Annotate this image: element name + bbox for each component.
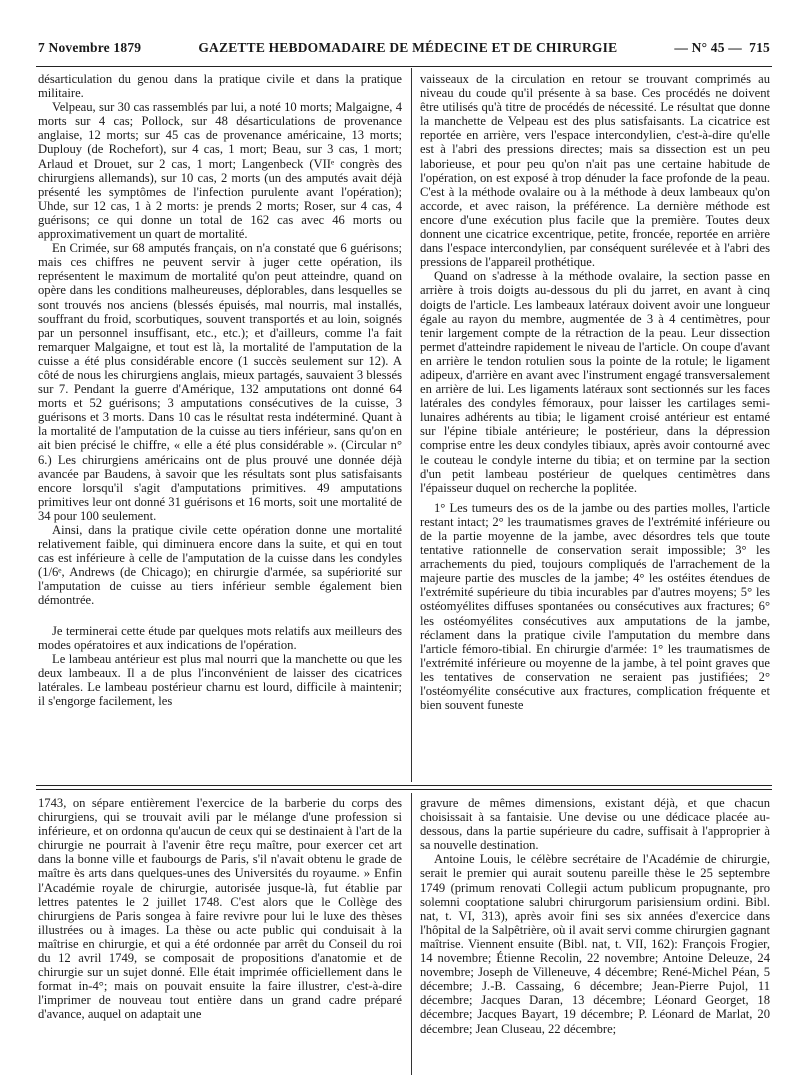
page-header xyxy=(38,40,770,62)
column-divider-top xyxy=(411,68,412,782)
paragraph: Je terminerai cette étude par quelques mots relatifs aux meilleurs des modes opératoires et aux indications de l'opération. xyxy=(38,623,402,652)
section-rule xyxy=(36,785,772,786)
page-number: 715 xyxy=(749,40,770,55)
paragraph: désarticulation du genou dans la pratique civile et dans la pratique militaire. xyxy=(38,72,402,101)
paragraph: 1743, on sépare entièrement l'exercice de la barberie du corps des chirurgiens, qui se trouvait avili par le mélange d'une profession si inférieure, et on ordonna qu'aucun de ceux qui se destinaient à l'art de la chirurgie ne pourrait à l'avenir être reçu maître, pour exercer cet art dans la bonne ville et faubourgs de Paris, s'il n'avait obtenu le grade de maître ès arts dans quelques-unes des Universités du royaume. » Enfin l'Académie royale de chirurgie, autorisée jusque-là, fut établie par lettres patentes le 2 juillet 1748. C'est alors que le Collège des chirurgiens de Paris songea à faire revivre pour lui le luxe des thèses illustrées ou à images. La thèse ou acte public qui conduisait à la maîtrise en chirurgie, et qui a été ordonnée par arrêt du Conseil du roi du 12 avril 1749, se composait de propositions d'anatomie et de chirurgie sur un sujet donné. Elle était imprimée officiellement dans le format in-4°; mais on pouvait ensuite la faire illustrer, c'est-à-dire l'imprimer de nouveau tout entière dans un grand cadre préparé d'avance, auquel on adaptait une xyxy=(38,796,402,1022)
paragraph: Le lambeau antérieur est plus mal nourri que la manchette ou que les deux lambeaux. Il a de plus l'inconvénient de laisser des cicatrices latérales. Le lambeau postérieur charnu est lourd, difficile à maintenir; il s'engorge facilement, les xyxy=(38,651,402,709)
paragraph: En Crimée, sur 68 amputés français, on n'a constaté que 6 guérisons; mais ces chiffres ne peuvent servir à juger cette opération, ils représentent le maximum de mortalité qu'on peut atteindre, quand on opère dans les conditions malheureuses, déplorables, dans lesquelles se sont trouvés nos anciens (blessés épuisés, mal nourris, mal installés, souffrant du froid, scorbutiques, souvent transportés et au loin, soignés par un personnel insuffisant, etc., etc.); et d'ailleurs, comme l'a fait remarquer Malgaigne, et tout est là, la mortalité de l'amputation de la cuisse a été plus considérable encore (1 succès seulement sur 12). A côté de nous les chirurgiens anglais, mieux partagés, sauvaient 3 blessés sur 7. Pendant la guerre d'Amérique, 132 amputations ont donné 64 morts et 52 guérisons; 3 amputations consécutives de la cuisse, 3 guérisons et 3 morts. Dans 10 cas le résultat resta indéterminé. Quant à la mortalité de l'amputation de la cuisse au tiers inférieur, sans qu'on en ait bien précisé le chiffre, « elle a été plus considérable ». (Circular n° 6.) Les chirurgiens américains ont de plus prouvé une donnée déjà avancée par Baudens, à savoir que les résultats sont plus satisfaisants encore lorsqu'il s'agit d'amputations primitives. 49 amputations primitives leur ont donné 31 guérisons et 16 morts, soit une mortalité de 34 pour 100 seulement. xyxy=(38,241,402,523)
paragraph: Ainsi, dans la pratique civile cette opération donne une mortalité relativement faible, qui diminuera encore dans la suite, et qui en tout cas est inférieure à celle de l'amputation de la cuisse dans les condyles (1/6ᵉ, Andrews (de Chicago); en chirurgie d'armée, sa supériorité sur l'amputation de cuisse au tiers inférieur semble également bien démontrée. xyxy=(38,523,402,608)
section-rule-double xyxy=(36,789,772,790)
paragraph: Antoine Louis, le célèbre secrétaire de l'Académie de chirurgie, serait le premier qui aurait soutenu pareille thèse le 25 septembre 1749 (primum renovati Collegii actum publicum propugnante, pro solemni cooptatione salubri chirurgorum parisiensium ordini. Bibl. nat, t. VI, 313), après avoir fini ses six années d'exercice dans l'hôpital de la Salpêtrière, où il avait servi comme chirurgien gagnant maîtrise. Viennent ensuite (Bibl. nat, t. VII, 162): François Frogier, 14 novembre; Étienne Recolin, 22 novembre; Antoine Deleuze, 24 novembre; Joseph de Villeneuve, 4 décembre; René-Michel Péan, 5 décembre; J.-B. Cassaing, 6 décembre; Jean-Pierre Pujol, 11 décembre; Jacques Daran, 13 décembre; Léonard Georget, 18 décembre; Jacques Bayart, 19 décembre; P. Léonard de Marlat, 20 décembre; Jean Cluseau, 22 décembre; xyxy=(420,852,770,1036)
paragraph: 1° Les tumeurs des os de la jambe ou des parties molles, l'article restant intact; 2° les traumatismes graves de l'extrémité inférieure ou de la partie moyenne de la jambe, avec désordres tels que toute tentative rationnelle de conservation serait impossible; 3° les arrachements du pied, toujours compliqués de l'arrachement de la majeure partie des muscles de la jambe; 4° les ostéites étendues de l'extrémité supérieure du tibia incurables par d'autres moyens; 5° les ostéomyélites diffuses spontanées ou consécutives aux fractures; 6° les ostéomyélites consécutives aux amputations de la jambe, réclament dans la pratique civile l'amputation du membre dans l'article fémoro-tibial. En chirurgie d'armée: 1° les traumatismes de l'extrémité inférieure ou moyenne de la jambe, à tel point graves que les tentatives de conservation ne seraient pas justifiées; 2° l'ostéomyélite consécutive aux fractures, complication fréquente et bien souvent funeste xyxy=(420,500,770,713)
journal-title: GAZETTE HEBDOMADAIRE DE MÉDECINE ET DE CHIRURGIE xyxy=(198,40,618,55)
paragraph: gravure de mêmes dimensions, existant déjà, et que chacun choisissait à sa fantaisie. Une devise ou une dédicace placée au-dessous, dans la partie supérieure du cadre, suffisait à l'approprier à sa nouvelle destination. xyxy=(420,796,770,853)
paragraph: Quand on s'adresse à la méthode ovalaire, la section passe en arrière à trois doigts au-dessous du pli du jarret, en avant à cinq doigts de l'article. Les lambeaux latéraux doivent avoir une longueur égale au rayon du membre, augmentée de 3 à 4 centimètres, pour tenir largement compte de la rétraction de la peau. Leur dissection permet d'atteindre rapidement le niveau de l'article. On coupe d'avant en arrière le tendon rotulien sous la pointe de la rotule; le ligament adipeux, d'arrière en avant avec l'instrument engagé transversalement en arrière de lui. Les ligaments latéraux sont sectionnés sur les faces latérales des condyles fémoraux, pour laisser les cartilages semi-lunaires adhérents au tibia; le ligament croisé antérieur est entamé sur l'épine tibiale antérieure; le postérieur, dans la dépression comprise entre les deux condyles tibiaux, après avoir contourné avec le couteau le condyle interne du tibia; et on termine par la section d'un petit lambeau postérieur de quelques centimètres dans l'épaisseur duquel on recherche la poplitée. xyxy=(420,269,770,495)
column-divider-bottom xyxy=(411,793,412,1075)
header-issue: — N° 45 — xyxy=(674,40,742,55)
paragraph: Velpeau, sur 30 cas rassemblés par lui, a noté 10 morts; Malgaigne, 4 morts sur 4 cas; Pollock, sur 48 désarticulations de provenance anglaise, 12 morts; sur 45 cas de provenance américaine, 13 morts; Duplouy (de Rochefort), sur 4 cas, 1 mort; Beau, sur 3 cas, 1 mort; Arlaud et Drouet, sur 2 cas, 1 mort; Langenbeck (VIIᵉ congrès des chirurgiens allemands), sur 10 cas, 2 morts (un des amputés avait déjà présenté les symptômes de l'infection purulente avant l'opération); Uhde, sur 12 cas, 1 à 2 morts: je prends 2 morts; Roser, sur 4 cas, 4 guérisons; ce qui donne un total de 162 cas avec 46 morts ou approximativement un quart de mortalité. xyxy=(38,100,402,242)
column-top-left xyxy=(38,72,402,780)
column-top-right xyxy=(420,72,770,780)
column-bottom-right xyxy=(420,796,770,1076)
paragraph: vaisseaux de la circulation en retour se trouvant comprimés au niveau du coude qu'il présente à sa base. Ces procédés ne doivent être utilisés qu'à titre de procédés de nécessité. Le résultat que donne la manchette de Velpeau est des plus satisfaisants. La cicatrice est reportée en arrière, vers l'espace intercondylien, c'est-à-dire qu'elle est à l'abri des pressions directes; mais sa dissection est un peu laborieuse, et pour peu qu'on n'ait pas une certaine habitude de l'opération, on est exposé à trop dénuder la face profonde de la peau. C'est à la méthode ovalaire ou à la méthode à deux lambeaux qu'on accorde, et avec raison, la préférence. La dernière méthode est encore d'une exécution plus facile que la première. Toutes deux donnent une cicatrice excentrique, petite, froncée, reportée en arrière dans l'espace intercondylien, par conséquent surélevée et à l'abri des pressions de l'appareil prothétique. xyxy=(420,72,770,270)
header-rule xyxy=(36,66,772,67)
column-bottom-left xyxy=(38,796,402,1076)
header-date: 7 Novembre 1879 xyxy=(38,40,142,55)
issue-number xyxy=(674,40,770,56)
